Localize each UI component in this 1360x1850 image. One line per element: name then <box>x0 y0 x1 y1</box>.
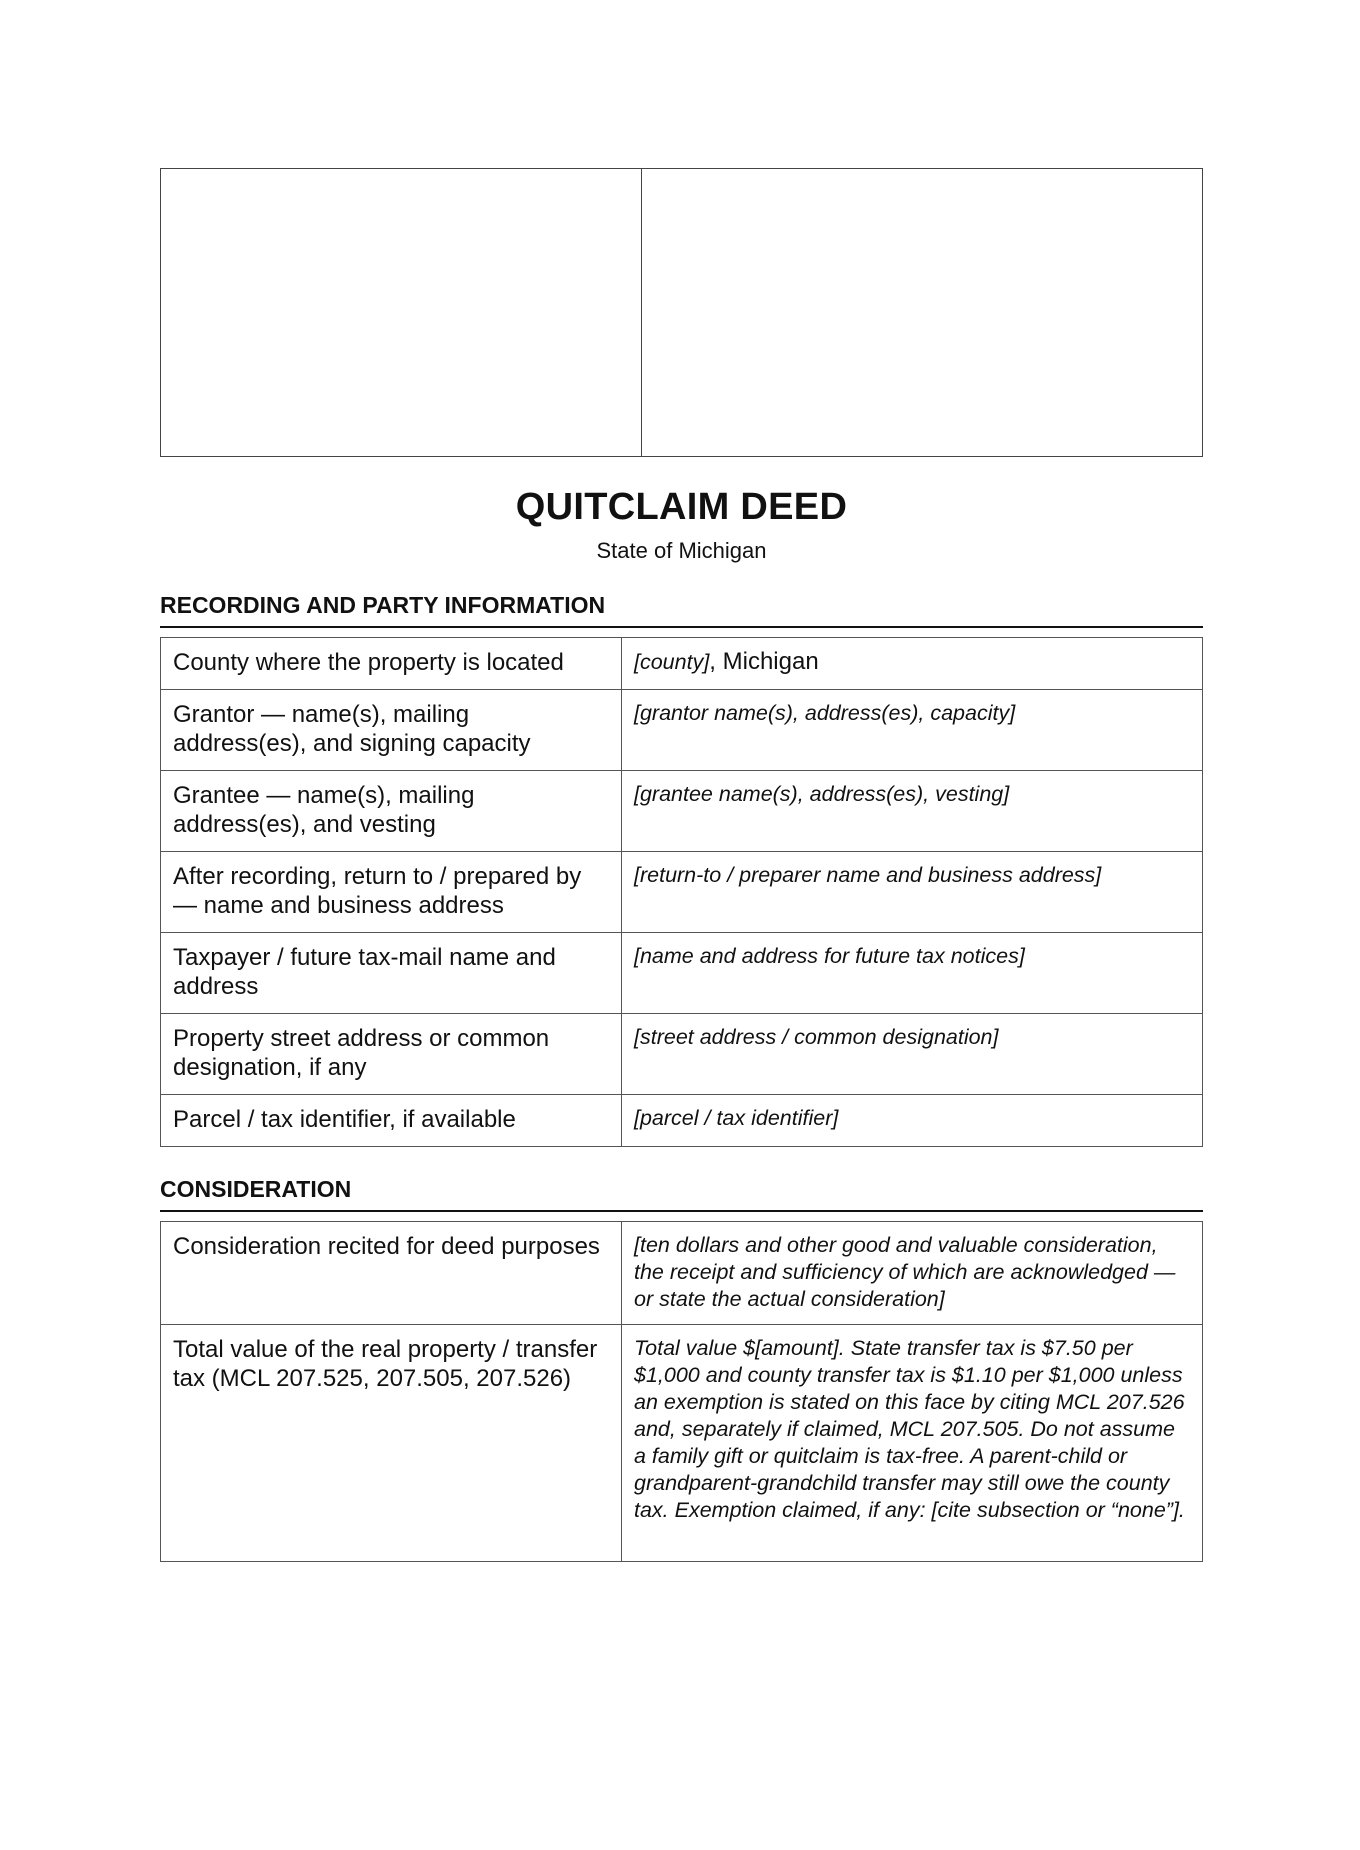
row-value[interactable]: [return-to / preparer name and business address] <box>622 852 1203 933</box>
consideration-table <box>160 1221 1203 1562</box>
county-suffix: , Michigan <box>709 648 819 675</box>
row-label: Total value of the real property / transfer tax (MCL 207.525, 207.505, 207.526) <box>161 1325 622 1562</box>
row-value[interactable]: [parcel / tax identifier] <box>622 1095 1203 1147</box>
table-row <box>161 690 1203 771</box>
row-label: Consideration recited for deed purposes <box>161 1222 622 1325</box>
row-label: Grantor — name(s), mailing address(es), and signing capacity <box>161 690 622 771</box>
row-label: County where the property is located <box>161 638 622 690</box>
table-row <box>161 1014 1203 1095</box>
document-title: QUITCLAIM DEED <box>515 486 848 528</box>
recording-space-box <box>160 168 1203 457</box>
row-label: After recording, return to / prepared by — name and business address <box>161 852 622 933</box>
row-value[interactable]: [grantee name(s), address(es), vesting] <box>622 771 1203 852</box>
table-row <box>161 771 1203 852</box>
row-value[interactable]: Total value $[amount]. State transfer tax is $7.50 per $1,000 and county transfer tax is $1.10 per $1,000 unless an exemption is stated on this face by citing MCL 207.526 and, separately if claimed, MCL 207.505. Do not assume a family gift or quitclaim is tax-free. A parent-child or grandparent-grandchild transfer may still owe the county tax. Exemption claimed, if any: [cite subsection or “none”]. <box>622 1325 1203 1562</box>
table-row <box>161 1222 1203 1325</box>
row-value[interactable]: [street address / common designation] <box>622 1014 1203 1095</box>
recording-space-left <box>161 169 642 456</box>
table-row <box>161 852 1203 933</box>
table-row <box>161 1095 1203 1147</box>
county-placeholder: [county] <box>634 650 710 674</box>
document-subtitle: State of Michigan <box>596 538 767 563</box>
recording-space-right <box>642 169 1202 456</box>
row-value[interactable]: [name and address for future tax notices] <box>622 933 1203 1014</box>
table-row <box>161 933 1203 1014</box>
row-label: Parcel / tax identifier, if available <box>161 1095 622 1147</box>
row-label: Taxpayer / future tax-mail name and address <box>161 933 622 1014</box>
table-row <box>161 1325 1203 1562</box>
recording-party-table <box>160 637 1203 1147</box>
section-heading-consideration: CONSIDERATION <box>160 1176 1203 1212</box>
row-value[interactable]: [grantor name(s), address(es), capacity] <box>622 690 1203 771</box>
row-value[interactable] <box>622 638 1203 690</box>
row-label: Grantee — name(s), mailing address(es), and vesting <box>161 771 622 852</box>
section-heading-recording: RECORDING AND PARTY INFORMATION <box>160 592 1203 628</box>
row-value[interactable]: [ten dollars and other good and valuable consideration, the receipt and sufficiency of which are acknowledged — or state the actual consideration] <box>622 1222 1203 1325</box>
row-label: Property street address or common designation, if any <box>161 1014 622 1095</box>
table-row <box>161 638 1203 690</box>
